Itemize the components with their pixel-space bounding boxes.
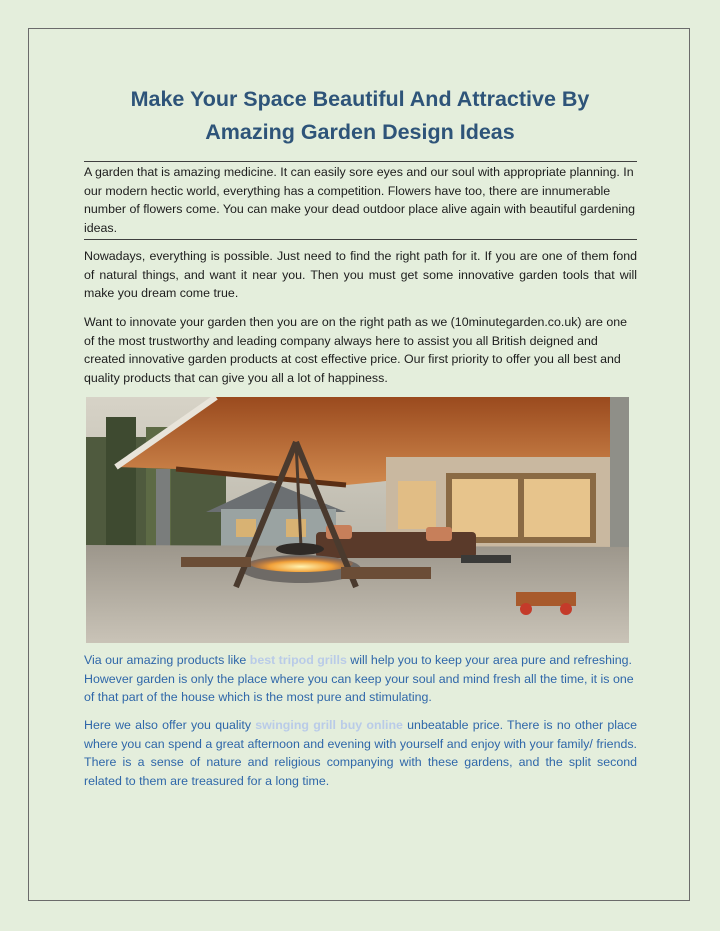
intro-top-rule: [84, 161, 637, 162]
paragraph-offer: [84, 716, 637, 791]
swinging-grill-buy-online-link[interactable]: swinging grill buy online: [255, 718, 403, 732]
garden-patio-photo: [86, 397, 629, 643]
title-line-1: Make Your Space Beautiful And Attractive By: [130, 87, 590, 111]
document-title: [0, 83, 720, 149]
paragraph-products-text-start: Via our amazing products like: [84, 653, 250, 667]
paragraph-innovate: Want to innovate your garden then you are on the right path as we (10minutegarden.co.uk) are one of the most trustworthy and leading company always here to assist you all British deigned and created innovative garden products at cost effective price. Our first priority to offer you all best and quality products that can give you all a lot of happiness.: [84, 315, 628, 386]
paragraph-offer-text-end: unbeatable price. There is no other place where you can spend a great afternoon and evening with yourself and enjoy with your family/ friends. There is a sense of nature and religious companying with these gardens, and the split second related to them are treasured for a long time.: [84, 718, 637, 789]
intro-paragraph: A garden that is amazing medicine. It can easily sore eyes and our soul with appropriate planning. In our modern hectic world, everything has a competition. Flowers have too, there are innumerable number of flowers come. You can make your dead outdoor place alive again with beautiful gardening ideas.: [84, 165, 636, 236]
paragraph-products: [84, 651, 637, 707]
paragraph-offer-text-start: Here we also offer you quality: [84, 718, 256, 732]
title-line-2: Amazing Garden Design Ideas: [205, 120, 515, 144]
intro-bottom-rule: [84, 239, 637, 240]
paragraph-nowadays: Nowadays, everything is possible. Just need to find the right path for it. If you are one of them fond of natural things, and want it near you. Then you must get some innovative garden tools that will make you dream come true.: [84, 249, 637, 301]
best-tripod-grills-link[interactable]: best tripod grills: [249, 653, 347, 667]
paragraph-products-text-end: will help you to keep your area pure and refreshing. However garden is only the place where you can keep your soul and mind fresh all the time, it is one of that part of the house which is the most pure and stimulating.: [84, 653, 634, 705]
